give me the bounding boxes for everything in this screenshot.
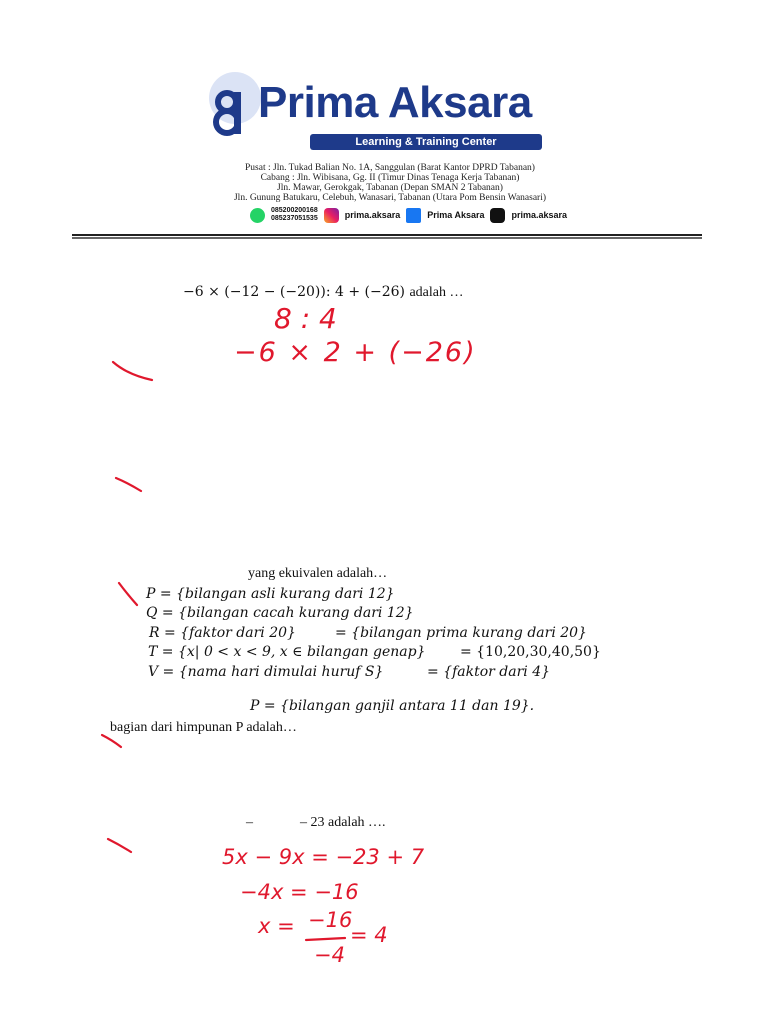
facebook-handle: Prima Aksara bbox=[427, 210, 485, 220]
margin-tick-mark bbox=[113, 362, 152, 380]
address-line: Pusat : Jln. Tukad Balian No. 1A, Sanggulan (Barat Kantor DPRD Tabanan) bbox=[245, 163, 535, 173]
q2-intro: yang ekuivalen adalah… bbox=[248, 566, 388, 581]
q3-question: bagian dari himpunan P adalah… bbox=[110, 720, 297, 735]
handwritten-step: 8 : 4 bbox=[274, 302, 337, 335]
instagram-handle: prima.aksara bbox=[344, 210, 401, 220]
set-t-pair: = {10,20,30,40,50} bbox=[460, 644, 601, 660]
handwritten-step: −6 × 2 + (−26) bbox=[234, 337, 477, 368]
tiktok-handle: prima.aksara bbox=[511, 210, 568, 220]
margin-tick-mark bbox=[116, 478, 141, 491]
margin-tick-mark bbox=[119, 583, 137, 605]
q1-suffix: adalah … bbox=[409, 285, 464, 300]
fraction-bar bbox=[306, 938, 345, 940]
set-v: V = {nama hari dimulai huruf S} bbox=[148, 664, 384, 680]
phone-number: 085237051535 bbox=[271, 215, 318, 222]
q1-math: −6 × (−12 − (−20)): 4 + (−26) bbox=[183, 284, 406, 300]
set-r-pair: = {bilangan prima kurang dari 20} bbox=[335, 625, 587, 641]
handwritten-denominator: −4 bbox=[314, 943, 345, 967]
set-r: R = {faktor dari 20} bbox=[149, 625, 296, 641]
address-line: Jln. Gunung Batukaru, Celebuh, Wanasari, Tabanan (Utara Pom Bensin Wanasari) bbox=[233, 193, 547, 203]
set-q: Q = {bilangan cacah kurang dari 12} bbox=[146, 605, 414, 621]
address-line: Cabang : Jln. Wibisana, Gg. II (Timur Dinas Tenaga Kerja Tabanan) bbox=[260, 173, 520, 183]
address-line: Jln. Mawar, Gerokgak, Tabanan (Depan SMAN 2 Tabanan) bbox=[277, 183, 503, 193]
q3-set-definition: P = {bilangan ganjil antara 11 dan 19}. bbox=[250, 698, 535, 714]
handwritten-step: −4x = −16 bbox=[240, 880, 359, 904]
set-p: P = {bilangan asli kurang dari 12} bbox=[146, 586, 395, 602]
set-t: T = {x| 0 < x < 9, x ∈ bilangan genap} bbox=[148, 644, 426, 660]
phone-number: 085200200168 bbox=[271, 207, 318, 214]
brand-name: Prima Aksara bbox=[258, 78, 532, 127]
q4-tail: – 23 adalah …. bbox=[300, 815, 386, 830]
set-v-pair: = {faktor dari 4} bbox=[427, 664, 551, 680]
q4-dash: – bbox=[246, 815, 253, 830]
handwritten-answer: = 4 bbox=[350, 923, 388, 947]
handwritten-step: 5x − 9x = −23 + 7 bbox=[222, 845, 425, 869]
margin-tick-mark bbox=[102, 735, 121, 747]
margin-tick-mark bbox=[108, 839, 131, 852]
brand-tagline: Learning & Training Center bbox=[310, 134, 542, 150]
handwritten-step: x = bbox=[258, 914, 295, 938]
handwritten-numerator: −16 bbox=[308, 908, 353, 932]
